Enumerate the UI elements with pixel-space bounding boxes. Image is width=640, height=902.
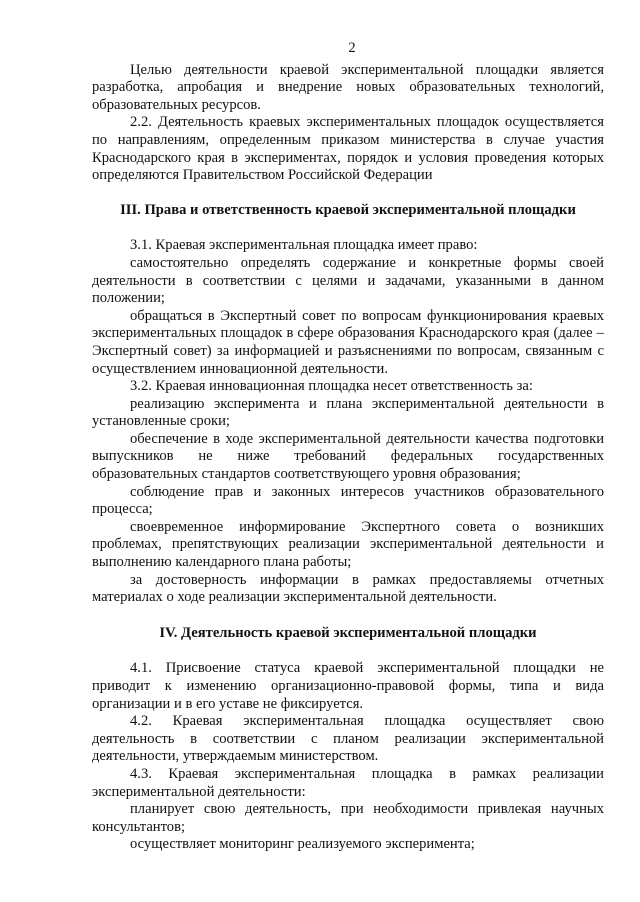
paragraph-3-1-b: обращаться в Экспертный совет по вопросам функционирования краевых экспериментальных площадок в сфере образования Краснодарского края (далее – Экспертный совет) за информацией и разъяснениями по вопросам, связанным с осуществлением инновационной деятельности.: [92, 307, 604, 377]
paragraph-3-2-d: своевременное информирование Экспертного совета о возникших проблемах, препятствующих реализации экспериментальной деятельности и выполнению календарного плана работы;: [92, 518, 604, 571]
paragraph-3-2-b: обеспечение в ходе экспериментальной деятельности качества подготовки выпускников не ниже требований федеральных государственных образовательных стандартов соответствующего уровня образования;: [92, 430, 604, 483]
paragraph-3-2-c: соблюдение прав и законных интересов участников образовательного процесса;: [92, 483, 604, 518]
paragraph-2-2: 2.2. Деятельность краевых экспериментальных площадок осуществляется по направлениям, определенным приказом министерства в случае участия Краснодарского края в экспериментах, порядок и условия проведения которых определяются Правительством Российской Федерации: [92, 114, 604, 184]
paragraph-4-3-b: осуществляет мониторинг реализуемого эксперимента;: [130, 836, 475, 853]
paragraph-goal: Целью деятельности краевой экспериментальной площадки является разработка, апробация и внедрение новых образовательных технологий, образовательных ресурсов.: [92, 61, 604, 113]
paragraph-4-3: 4.3. Краевая экспериментальная площадка в рамках реализации экспериментальной деятельности:: [92, 765, 604, 800]
page-number: 2: [348, 40, 356, 56]
section-3-heading: III. Права и ответственность краевой экспериментальной площадки: [120, 201, 576, 218]
paragraph-3-2: 3.2. Краевая инновационная площадка несет ответственность за:: [130, 378, 533, 395]
paragraph-3-1: 3.1. Краевая экспериментальная площадка имеет право:: [130, 237, 478, 254]
section-4-heading: IV. Деятельность краевой экспериментальной площадки: [159, 624, 537, 641]
paragraph-4-2: 4.2. Краевая экспериментальная площадка осуществляет свою деятельность в соответствии с планом реализации экспериментальной деятельности, утверждаемым министерством.: [92, 713, 604, 765]
paragraph-3-2-a: реализацию эксперимента и плана экспериментальной деятельности в установленные сроки;: [92, 395, 604, 430]
paragraph-4-3-a: планирует свою деятельность, при необходимости привлекая научных консультантов;: [92, 801, 604, 835]
paragraph-4-1: 4.1. Присвоение статуса краевой экспериментальной площадки не приводит к изменению организационно-правовой формы, типа и вида организации и в его уставе не фиксируется.: [92, 660, 604, 712]
paragraph-3-1-a: самостоятельно определять содержание и конкретные формы своей деятельности в соответствии с целями и задачами, указанными в данном положении;: [92, 254, 604, 307]
paragraph-3-2-e: за достоверность информации в рамках предоставляемы отчетных материалах о ходе реализации экспериментальной деятельности.: [92, 571, 604, 606]
